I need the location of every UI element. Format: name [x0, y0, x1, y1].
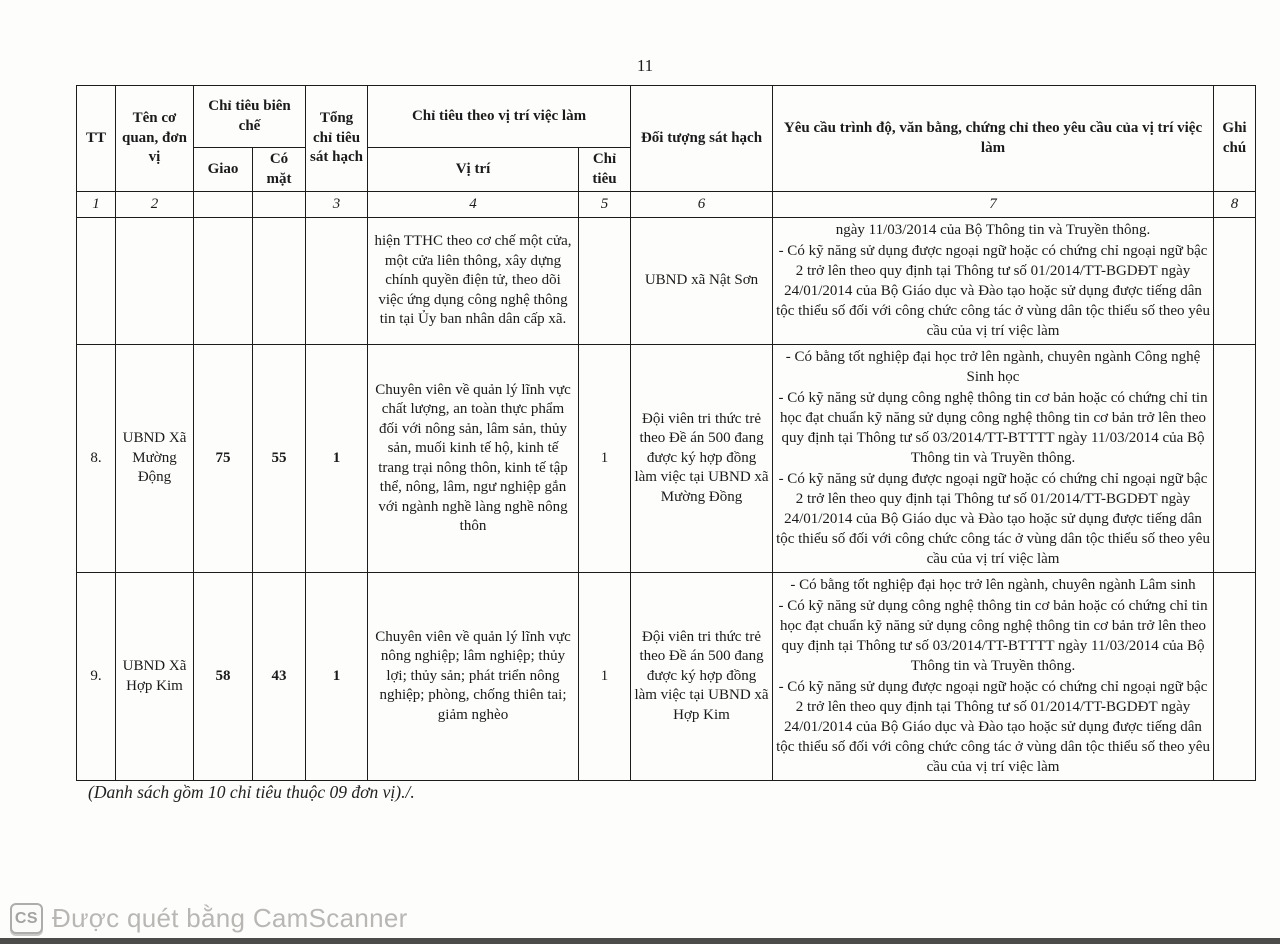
cell-total: 1: [306, 345, 368, 573]
cell-requirements: [773, 218, 1214, 345]
cell-total: [306, 218, 368, 345]
cell-tt: 9.: [77, 573, 116, 781]
header-requirements: Yêu cầu trình độ, văn bằng, chứng chỉ theo yêu cầu của vị trí việc làm: [773, 86, 1214, 192]
requirement-paragraph: - Có bằng tốt nghiệp đại học trở lên ngành, chuyên ngành Công nghệ Sinh học: [785, 349, 1201, 385]
cell-quota: 1: [579, 573, 631, 781]
cell-assigned: [194, 218, 253, 345]
col-num-3: 3: [306, 192, 368, 218]
cell-position: hiện TTHC theo cơ chế một cửa, một cửa liên thông, xây dựng chính quyền điện tử, theo dõi việc ứng dụng công nghệ thông tin tại Ủy ban nhân dân cấp xã.: [368, 218, 579, 345]
requirement-paragraph: - Có kỹ năng sử dụng được ngoại ngữ hoặc có chứng chỉ ngoại ngữ bậc 2 trở lên theo quy định tại Thông tư số 01/2014/TT-BGDĐT ngày 24/01/2014 của Bộ Giáo dục và Đào tạo hoặc sử dụng được tiếng dân tộc thiểu số đối với công chức công tác ở vùng dân tộc thiểu số theo yêu cầu của vị trí việc làm: [776, 471, 1210, 567]
requirement-paragraph: ngày 11/03/2014 của Bộ Thông tin và Truyền thông.: [835, 222, 1151, 238]
header-total-exam-quota: Tổng chỉ tiêu sát hạch: [306, 86, 368, 192]
table-row-continuation: [77, 218, 1256, 345]
col-num-comat: [253, 192, 306, 218]
header-tt: TT: [77, 86, 116, 192]
cell-position: Chuyên viên về quản lý lĩnh vực nông nghiệp; lâm nghiệp; thủy lợi; thủy sản; phát triển nông nghiệp; phòng, chống thiên tai; giảm nghèo: [368, 573, 579, 781]
cell-requirements: [773, 345, 1214, 573]
cell-quota: [579, 218, 631, 345]
cell-exam-subject: Đội viên tri thức trẻ theo Đề án 500 đang được ký hợp đồng làm việc tại UBND xã Mường Đồng: [631, 345, 773, 573]
cell-notes: [1214, 573, 1256, 781]
header-quota: Chỉ tiêu: [579, 148, 631, 192]
col-num-1: 1: [77, 192, 116, 218]
header-position: Vị trí: [368, 148, 579, 192]
table-row-9: [77, 573, 1256, 781]
cell-notes: [1214, 218, 1256, 345]
requirement-paragraph: - Có kỹ năng sử dụng được ngoại ngữ hoặc có chứng chỉ ngoại ngữ bậc 2 trở lên theo quy định tại Thông tư số 01/2014/TT-BGDĐT ngày 24/01/2014 của Bộ Giáo dục và Đào tạo hoặc sử dụng được tiếng dân tộc thiểu số đối với công chức công tác ở vùng dân tộc thiểu số theo yêu cầu của vị trí việc làm: [776, 243, 1210, 339]
cell-present: 43: [253, 573, 306, 781]
cell-total: 1: [306, 573, 368, 781]
cell-position: Chuyên viên về quản lý lĩnh vực chất lượng, an toàn thực phẩm đối với nông sản, lâm sản, thủy sản, muối kinh tế hộ, kinh tế trang trại nông thôn, kinh tế tập thể, nông, lâm, ngư nghiệp gắn với ngành nghề làng nghề nông thôn: [368, 345, 579, 573]
cell-notes: [1214, 345, 1256, 573]
table-row-8: [77, 345, 1256, 573]
header-position-quota-group: Chỉ tiêu theo vị trí việc làm: [368, 86, 631, 148]
cell-quota: 1: [579, 345, 631, 573]
col-num-6: 6: [631, 192, 773, 218]
camscanner-icon: CS: [10, 903, 43, 934]
cell-requirements: [773, 573, 1214, 781]
requirement-paragraph: - Có kỹ năng sử dụng được ngoại ngữ hoặc có chứng chỉ ngoại ngữ bậc 2 trở lên theo quy định tại Thông tư số 01/2014/TT-BGDĐT ngày 24/01/2014 của Bộ Giáo dục và Đào tạo hoặc sử dụng được tiếng dân tộc thiểu số đối với công chức công tác ở vùng dân tộc thiểu số theo yêu cầu của vị trí việc làm: [776, 679, 1210, 775]
col-num-5: 5: [579, 192, 631, 218]
header-notes: Ghi chú: [1214, 86, 1256, 192]
col-num-giao: [194, 192, 253, 218]
cell-present: 55: [253, 345, 306, 573]
table-header-row: [77, 86, 1256, 148]
watermark-text: Được quét bằng CamScanner: [52, 903, 408, 933]
cell-tt: 8.: [77, 345, 116, 573]
cell-agency: UBND Xã Hợp Kim: [116, 573, 194, 781]
cell-assigned: 75: [194, 345, 253, 573]
header-agency: Tên cơ quan, đơn vị: [116, 86, 194, 192]
column-numbering-row: [77, 192, 1256, 218]
exam-quota-table: [76, 85, 1256, 781]
cell-exam-subject: UBND xã Nật Sơn: [631, 218, 773, 345]
cell-assigned: 58: [194, 573, 253, 781]
col-num-4: 4: [368, 192, 579, 218]
cell-agency: UBND Xã Mường Động: [116, 345, 194, 573]
camscanner-watermark: [10, 903, 408, 934]
page-number: 11: [636, 56, 654, 75]
cell-present: [253, 218, 306, 345]
header-staffing-quota-group: Chỉ tiêu biên chế: [194, 86, 306, 148]
summary-note: (Danh sách gồm 10 chỉ tiêu thuộc 09 đơn vị)./.: [88, 782, 415, 802]
cell-exam-subject: Đội viên tri thức trẻ theo Đề án 500 đang được ký hợp đồng làm việc tại UBND xã Hợp Kim: [631, 573, 773, 781]
col-num-2: 2: [116, 192, 194, 218]
requirement-paragraph: - Có kỹ năng sử dụng công nghệ thông tin cơ bản hoặc có chứng chỉ tin học đạt chuẩn kỹ năng sử dụng công nghệ thông tin cơ bản trở lên theo quy định tại Thông tư số 03/2014/TT-BTTTT ngày 11/03/2014 của Bộ Thông tin và Truyền thông.: [778, 598, 1208, 674]
scan-edge-strip: [0, 938, 1280, 944]
requirement-paragraph: - Có kỹ năng sử dụng công nghệ thông tin cơ bản hoặc có chứng chỉ tin học đạt chuẩn kỹ năng sử dụng công nghệ thông tin cơ bản trở lên theo quy định tại Thông tư số 03/2014/TT-BTTTT ngày 11/03/2014 của Bộ Thông tin và Truyền thông.: [778, 390, 1208, 466]
col-num-7: 7: [773, 192, 1214, 218]
col-num-8: 8: [1214, 192, 1256, 218]
cell-agency: [116, 218, 194, 345]
requirement-paragraph: - Có bằng tốt nghiệp đại học trở lên ngành, chuyên ngành Lâm sinh: [790, 577, 1196, 593]
header-present: Có mặt: [253, 148, 306, 192]
header-assigned: Giao: [194, 148, 253, 192]
header-exam-subject: Đối tượng sát hạch: [631, 86, 773, 192]
cell-tt: [77, 218, 116, 345]
